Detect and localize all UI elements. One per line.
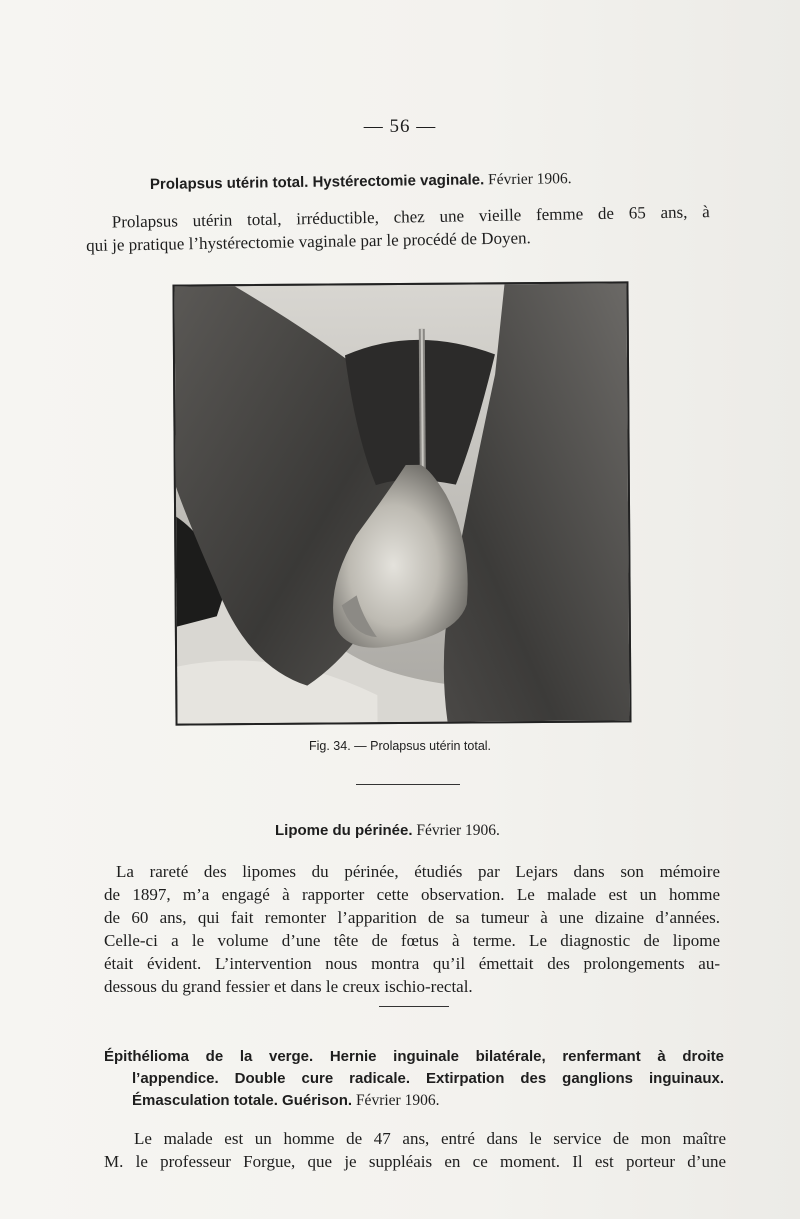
section-2-date: Février 1906. bbox=[416, 822, 500, 839]
section-3-text bbox=[104, 1127, 726, 1173]
text-line: qui je pratique l’hystérectomie vaginale par le procédé de Doyen. bbox=[86, 228, 531, 255]
text-line: Le malade est un homme de 47 ans, entré dans le service de mon maître bbox=[134, 1129, 726, 1148]
section-1-date: Février 1906. bbox=[487, 170, 572, 189]
text-line: Celle-ci a le volume d’une tête de fœtus à terme. Le diagnostic de lipome bbox=[104, 931, 720, 950]
section-2-title: Lipome du périnée. bbox=[275, 822, 413, 839]
section-1-heading bbox=[150, 167, 572, 197]
text-line: dessous du grand fessier et dans le creux ischio-rectal. bbox=[104, 977, 473, 996]
text-line: Prolapsus utérin total, irréductible, chez une vieille femme de 65 ans, à bbox=[111, 202, 710, 232]
section-3-title-line: Épithélioma de la verge. Hernie inguinale bilatérale, renfermant à droite bbox=[104, 1048, 724, 1065]
photograph-image bbox=[174, 283, 629, 723]
section-2-text bbox=[104, 860, 720, 998]
section-3-date: Février 1906. bbox=[355, 1092, 440, 1109]
text-line: La rareté des lipomes du périnée, étudiés par Lejars dans son mémoire bbox=[116, 862, 720, 881]
figure-photograph bbox=[172, 281, 631, 725]
section-3-title-line: l’appendice. Double cure radicale. Extirpation des ganglions inguinaux. bbox=[132, 1070, 724, 1087]
text-line: était évident. L’intervention nous montra qu’il émettait des prolongements au- bbox=[104, 954, 720, 973]
section-1-text bbox=[86, 200, 711, 257]
section-1-title: Prolapsus utérin total. Hystérectomie vaginale. bbox=[149, 171, 485, 193]
figure-caption: Fig. 34. — Prolapsus utérin total. bbox=[308, 739, 492, 753]
section-3-heading bbox=[104, 1046, 724, 1112]
text-line: de 60 ans, qui fait remonter l’apparition de sa tumeur à une dizaine d’années. bbox=[104, 908, 720, 927]
page-number: — 56 — bbox=[363, 116, 437, 137]
section-3-title-line: Émasculation totale. Guérison. bbox=[132, 1092, 353, 1109]
text-line: de 1897, m’a engagé à rapporter cette observation. Le malade est un homme bbox=[104, 885, 720, 904]
divider-line bbox=[379, 1006, 449, 1007]
text-line: M. le professeur Forgue, que je suppléais en ce moment. Il est porteur d’une bbox=[104, 1152, 726, 1171]
section-2-heading bbox=[275, 819, 500, 843]
divider-line bbox=[356, 784, 460, 785]
